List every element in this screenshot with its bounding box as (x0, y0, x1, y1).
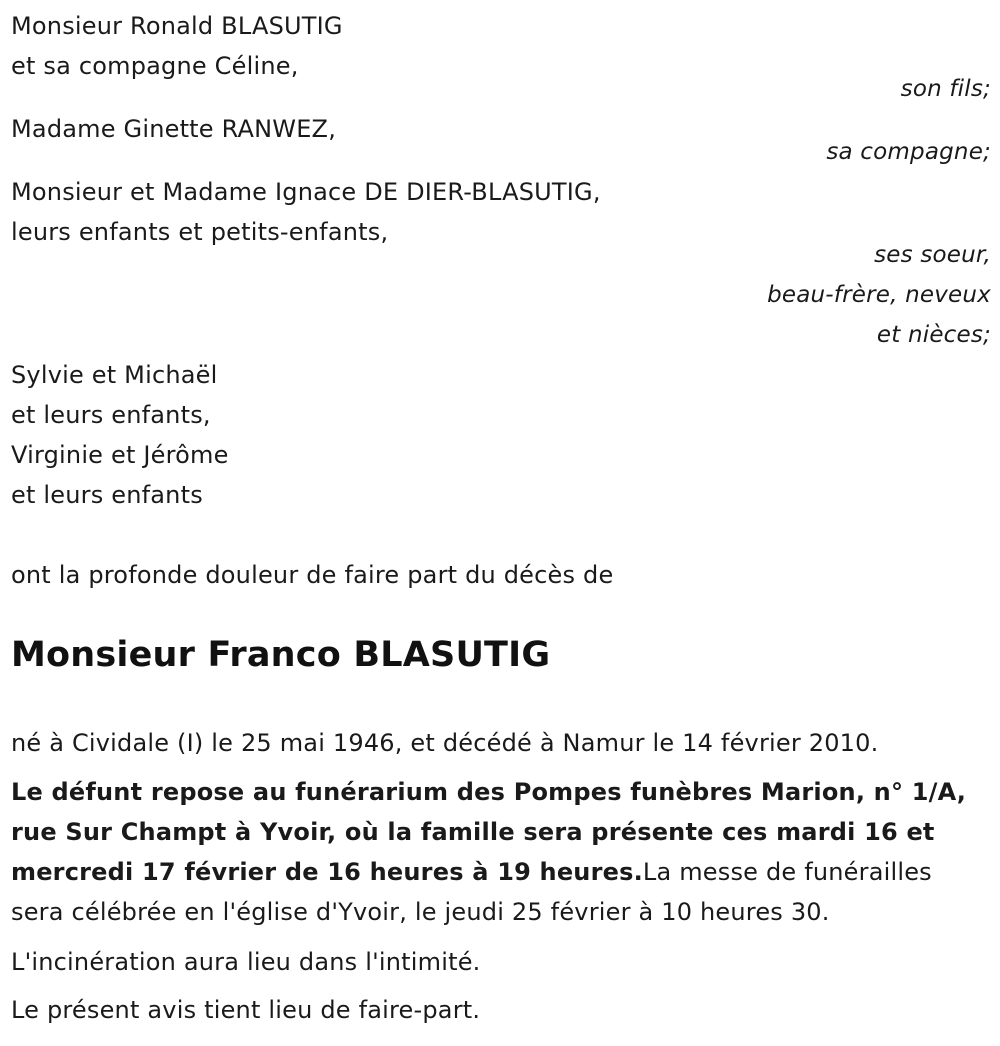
others-line-2: et leurs enfants, (11, 401, 211, 429)
funerarium-line-1: Le défunt repose au funérarium des Pompes funèbres Marion, n° 1/A, (11, 778, 967, 806)
others-line-3: Virginie et Jérôme (11, 441, 229, 469)
others-line-1: Sylvie et Michaël (11, 361, 218, 389)
sister-role-1: ses soeur, (874, 242, 991, 268)
sister-role-3: et nièces; (876, 322, 991, 348)
announcement-text: ont la profonde douleur de faire part du décès de (11, 561, 614, 589)
mass-intro: La messe de funérailles (642, 858, 932, 886)
obituary-notice (11, 0, 991, 1046)
sister-descendants: leurs enfants et petits-enfants, (11, 218, 389, 246)
mass-details: sera célébrée en l'église d'Yvoir, le jeudi 25 février à 10 heures 30. (11, 898, 830, 926)
deceased-name: Monsieur Franco BLASUTIG (11, 635, 551, 675)
cremation-text: L'incinération aura lieu dans l'intimité. (11, 948, 481, 976)
son-role: son fils; (900, 76, 991, 102)
funerarium-line-2: rue Sur Champt à Yvoir, où la famille sera présente ces mardi 16 et (11, 818, 935, 846)
birth-death-text: né à Cividale (I) le 25 mai 1946, et décédé à Namur le 14 février 2010. (11, 729, 879, 757)
visiting-hours: mercredi 17 février de 16 heures à 19 heures. (11, 858, 643, 886)
son-name: Monsieur Ronald BLASUTIG (11, 12, 343, 40)
son-companion: et sa compagne Céline, (11, 52, 299, 80)
closing-text: Le présent avis tient lieu de faire-part. (11, 996, 481, 1024)
funerarium-line-3 (11, 852, 932, 892)
sister-names: Monsieur et Madame Ignace DE DIER-BLASUTIG, (11, 178, 601, 206)
others-line-4: et leurs enfants (11, 481, 203, 509)
companion-role: sa compagne; (826, 139, 991, 165)
sister-role-2: beau-frère, neveux (767, 282, 991, 308)
companion-name: Madame Ginette RANWEZ, (11, 115, 337, 143)
